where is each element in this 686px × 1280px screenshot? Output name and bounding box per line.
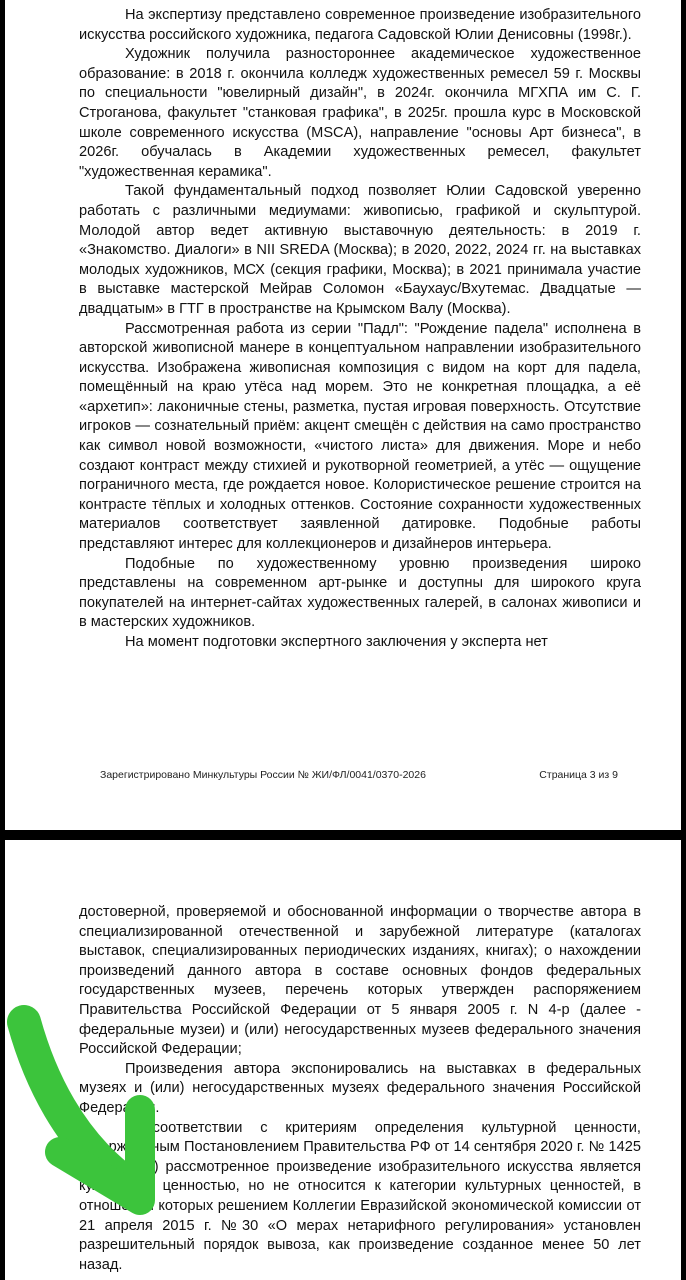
paragraph-exhibitions: Такой фундаментальный подход позволяет Юлии Садовской уверенно работать с различными медиумами: живописью, графикой и скульптурой. Молодой автор ведет активную выставочную деятельность: в 2019 г. «Знакомство. Диалоги» в NII SREDA (Москва); в 2020, 2022, 2024 гг. на выставках молодых художников, МСХ (секция графики, Москва); в 2021 принимала участие в выставке мастерской Мейрав Соломон «Баухаус/Вхутемас. Двадцатые — двадцатым» в ГТГ в пространстве на Крымском Валу (Москва). [79,183,641,317]
registration-number: Зарегистрировано Минкультуры России № ЖИ/ФЛ/0041/0370-2026 [100,769,426,781]
paragraph-conclusion: В соответствии с критериям определения культурной ценности, утвержденным Постановлением Правительства РФ от 14 сентября 2020 г. № 1425 (пункт №2) рассмотренное произведение изобразительного искусства является культурной ценностью, но не относится к категории культурных ценностей, в отношении которых решением Коллегии Евразийской экономической комиссии от 21 апреля 2015 г. №30 «О мерах нетарифного регулирования» установлен разрешительный порядок вывоза, как произведение созданное менее 50 лет назад. [79,1119,641,1273]
paragraph-artwork-description: Рассмотренная работа из серии "Падл": "Рождение падела" исполнена в авторской живописной манере в концептуальном направлении изобразительного искусства. Изображена живописная композиция с видом на корт для падела, помещённый на краю утёса над морем. Это не конкретная площадка, а её «архетип»: лаконичные стены, разметка, пустая игровая поверхность. Отсутствие игроков — сознательный приём: акцент смещён с действия на само пространство как символ новой возможности, «чистого листа» для движения. Море и небо создают контраст между стихией и рукотворной геометрией, а утёс — ощущение пограничного места, где рождается новое. Колористическое решение строится на контрасте тёплых и холодных оттенков. Состояние сохранности художественных материалов соответствует заявленной датировке. Подобные работы представляют интерес для коллекционеров и дизайнеров интерьера. [79,320,641,553]
paragraph-literature: достоверной, проверяемой и обоснованной информации о творчестве автора в специализированной отечественной и зарубежной литературе (каталогах выставок, специализированных периодических изданиях, книгах); о нахождении произведений данного автора в составе основных фондов федеральных государственных музеев, перечень которых утвержден распоряжением Правительства Российской Федерации от 5 января 2005 г. N 4-р (далее - федеральные музеи) и (или) негосударственных музеев федерального значения Российской Федерации; [79,904,641,1058]
paragraph-market: Подобные по художественному уровню произведения широко представлены на современном арт-рынке и доступны для широкого круга покупателей на интернет-сайтах художественных галерей, в салонах живописи и в мастерских художников. [79,555,641,631]
page-footer [100,768,618,782]
page-4-body [79,903,641,1275]
paragraph-intro: На экспертизу представлено современное произведение изобразительного искусства российского художника, педагога Садовской Юлии Денисовны (1998г.). [79,7,641,43]
document-page-4 [5,840,681,1280]
paragraph-education: Художник получила разностороннее академическое художественное образование: в 2018 г. окончила колледж художественных ремесел 59 г. Москвы по специальности "ювелирный дизайн", в 2024г. окончила МГХПА им С. Г. Строганова, факультет "станковая графика", в 2025г. прошла курс в Московской школе современного искусства (MSCA), направление "основы Арт бизнеса", в 2026г. обучалась в Академии художественных ремесел, факультет "художественная керамика". [79,46,641,180]
paragraph-museums: Произведения автора экспонировались на выставках в федеральных музеях и (или) негосударственных музеях федерального значения Российской Федерации. [79,1060,641,1116]
page-3-body [79,6,641,653]
page-number: Страница 3 из 9 [539,769,618,781]
paragraph-expert-note: На момент подготовки экспертного заключения у эксперта нет [125,634,548,650]
document-page-3 [5,0,681,830]
